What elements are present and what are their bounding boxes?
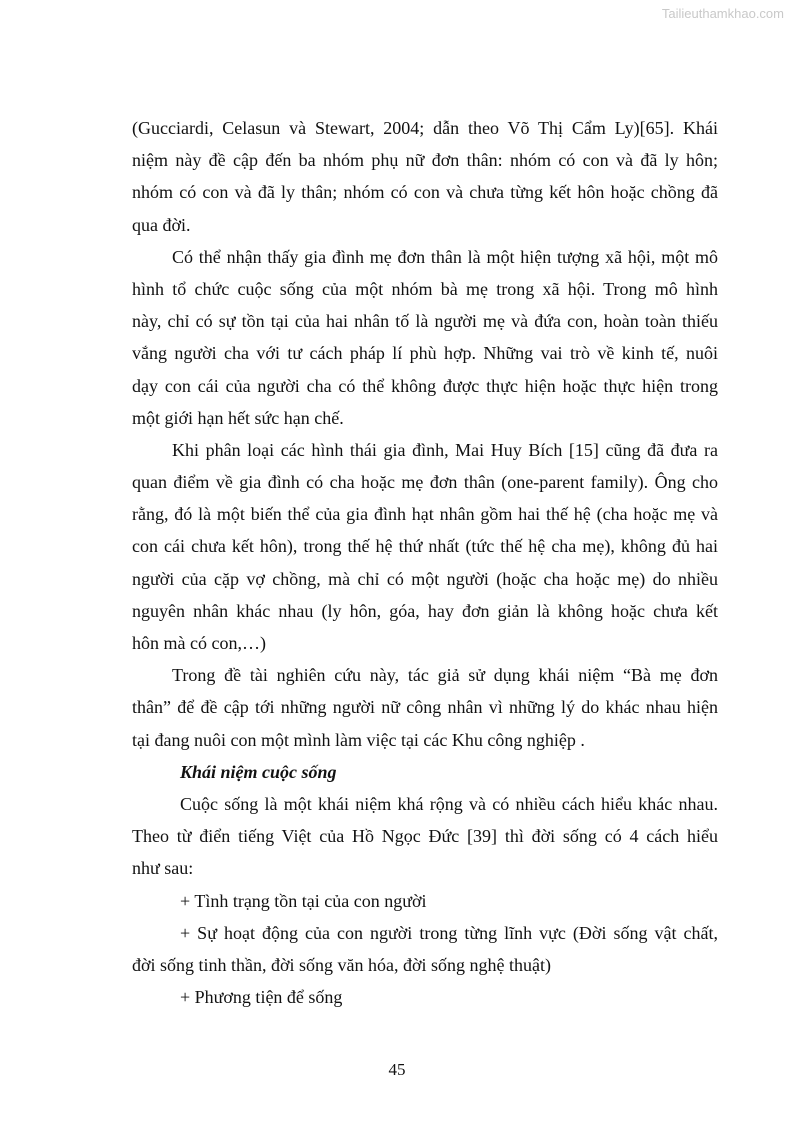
text-line: một giới hạn hết sức hạn chế. (132, 407, 344, 428)
text-line: con cái chưa kết hôn), trong thế hệ thứ nhất (tức thế hệ cha mẹ), không đủ hai (132, 536, 718, 557)
text-line: + Sự hoạt động của con người trong từng lĩnh vực (Đời sống vật chất, (180, 922, 718, 943)
text-line: Có thể nhận thấy gia đình mẹ đơn thân là một hiện tượng xã hội, một mô (172, 246, 718, 267)
text-line: tại đang nuôi con một mình làm việc tại các Khu công nghiệp . (132, 729, 585, 750)
text-line: Khái niệm cuộc sống (180, 761, 337, 782)
paragraph (132, 241, 718, 434)
paragraph (132, 981, 718, 1013)
text-line: người của cặp vợ chồng, mà chỉ có một người (hoặc cha hoặc mẹ) do nhiều (132, 568, 718, 589)
paragraph (132, 788, 718, 885)
paragraph (132, 112, 718, 241)
paragraph (132, 885, 718, 917)
text-line: quan điểm về gia đình có cha hoặc mẹ đơn thân (one-parent family). Ông cho (132, 472, 718, 493)
paragraph (132, 434, 718, 659)
section-heading (132, 756, 718, 788)
text-line: qua đời. (132, 214, 191, 235)
text-line: + Tình trạng tồn tại của con người (180, 890, 427, 911)
watermark: Tailieuthamkhao.com (661, 6, 784, 21)
text-line: Trong đề tài nghiên cứu này, tác giả sử dụng khái niệm “Bà mẹ đơn (172, 665, 718, 686)
text-line: rằng, đó là một biến thể của gia đình hạt nhân gồm hai thế hệ (cha hoặc mẹ và (132, 504, 718, 525)
document-body (132, 112, 718, 1013)
text-line: dạy con cái của người cha có thể không được thực hiện hoặc thực hiện trong (132, 375, 718, 396)
text-line: + Phương tiện để sống (180, 987, 343, 1008)
text-line: nhóm có con và đã ly thân; nhóm có con và chưa từng kết hôn hoặc chồng đã (132, 182, 718, 203)
text-line: nguyên nhân khác nhau (ly hôn, góa, hay đơn giản là không hoặc chưa kết (132, 600, 718, 621)
text-line: Khi phân loại các hình thái gia đình, Mai Huy Bích [15] cũng đã đưa ra (172, 439, 718, 460)
text-line: thân” để đề cập tới những người nữ công nhân vì những lý do khác nhau hiện (132, 697, 718, 718)
text-line: như sau: (132, 858, 194, 879)
text-line: đời sống tinh thần, đời sống văn hóa, đời sống nghệ thuật) (132, 954, 552, 975)
text-line: vắng người cha với tư cách pháp lí phù hợp. Những vai trò về kinh tế, nuôi (132, 343, 718, 364)
text-line: này, chỉ có sự tồn tại của hai nhân tố là người mẹ và đứa con, hoàn toàn thiếu (132, 311, 718, 332)
paragraph (132, 917, 718, 981)
text-line: hôn mà có con,…) (132, 633, 266, 653)
text-line: hình tổ chức cuộc sống của một nhóm bà mẹ trong xã hội. Trong mô hình (132, 278, 718, 299)
paragraph (132, 659, 718, 756)
text-line: Cuộc sống là một khái niệm khá rộng và có nhiều cách hiểu khác nhau. (180, 793, 718, 814)
text-line: (Gucciardi, Celasun và Stewart, 2004; dẫn theo Võ Thị Cẩm Ly)[65]. Khái (132, 118, 718, 138)
text-line: Theo từ điển tiếng Việt của Hồ Ngọc Đức [39] thì đời sống có 4 cách hiểu (132, 826, 718, 847)
page-number: 45 (388, 1060, 406, 1079)
text-line: niệm này đề cập đến ba nhóm phụ nữ đơn thân: nhóm có con và đã ly hôn; (132, 150, 718, 171)
